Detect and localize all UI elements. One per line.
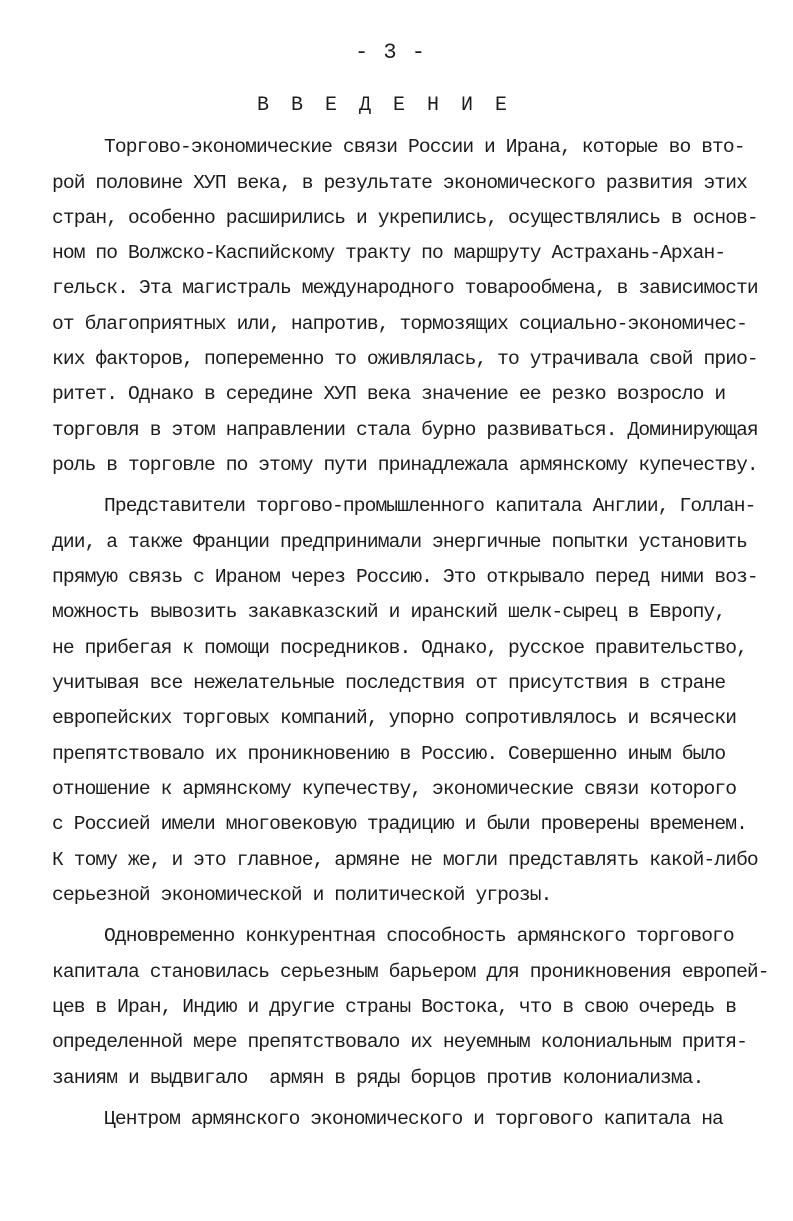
text-line: ритет. Однако в середине ХУП века значение ее резко возросло и	[52, 383, 726, 405]
text-line: отношение к армянскому купечеству, экономические связи которого	[52, 778, 737, 800]
text-line: стран, особенно расширились и укрепились, осуществлялись в основ-	[52, 207, 758, 229]
text-line: гельск. Эта магистраль международного товарообмена, в зависимости	[52, 277, 758, 299]
section-heading: В В Е Д Е Н И Е	[256, 94, 513, 117]
text-line: с Россией имели многовековую традицию и были проверены временем.	[52, 813, 747, 835]
text-line: учитывая все нежелательные последствия от присутствия в стране	[52, 672, 726, 694]
text-line: Торгово-экономические связи России и Ирана, которые во вто-	[104, 136, 745, 158]
text-line: капитала становилась серьезным барьером для проникновения европей-	[52, 961, 769, 983]
text-line: цев в Иран, Индию и другие страны Востока, что в свою очередь в	[52, 996, 737, 1018]
text-line: рой половине ХУП века, в результате экономического развития этих	[52, 172, 747, 194]
page-number: - 3 -	[354, 40, 426, 65]
text-line: серьезной экономической и политической угрозы.	[52, 884, 552, 906]
text-line: можность вывозить закавказский и иранский шелк-сырец в Европу,	[52, 601, 726, 623]
text-line: от благоприятных или, напротив, тормозящих социально-экономичес-	[52, 313, 747, 335]
text-line: не прибегая к помощи посредников. Однако, русское правительство,	[52, 637, 747, 659]
text-line: Центром армянского экономического и торгового капитала на	[104, 1108, 723, 1130]
text-line: ном по Волжско-Каспийскому тракту по маршруту Астрахань-Архан-	[52, 242, 726, 264]
text-line: заниям и выдвигало армян в ряды борцов против колониализма.	[52, 1067, 704, 1089]
text-line: роль в торговле по этому пути принадлежала армянскому купечеству.	[52, 454, 758, 476]
text-line: ких факторов, попеременно то оживлялась, то утрачивала свой прио-	[52, 348, 758, 370]
text-line: К тому же, и это главное, армяне не могли представлять какой-либо	[52, 849, 758, 871]
text-line: определенной мере препятствовало их неуемным колониальным притя-	[52, 1031, 747, 1053]
text-line: прямую связь с Ираном через Россию. Это открывало перед ними воз-	[52, 566, 758, 588]
text-line: Одновременно конкурентная способность армянского торгового	[104, 925, 734, 947]
text-line: торговля в этом направлении стала бурно развиваться. Доминирующая	[52, 419, 758, 441]
text-line: европейских торговых компаний, упорно сопротивлялось и всячески	[52, 707, 737, 729]
text-line: препятствовало их проникновению в Россию. Совершенно иным было	[52, 743, 726, 765]
text-line: дии, а также Франции предпринимали энергичные попытки установить	[52, 531, 747, 553]
text-line: Представители торгово-промышленного капитала Англии, Голлан-	[104, 495, 756, 517]
